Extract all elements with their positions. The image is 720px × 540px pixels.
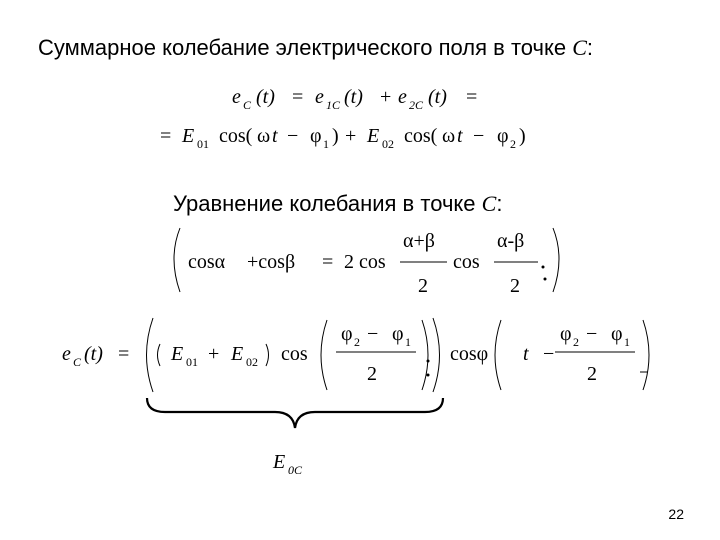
res-t-arg: (t) [84,343,103,365]
res-phase-left-paren [495,320,501,390]
res-outer-left-paren [147,318,154,392]
eq2-t-2: t [457,125,463,147]
res-minus: − [367,323,379,345]
res-phase-right-paren [643,320,649,390]
identity-two: 2 [344,251,354,273]
identity-dot-1 [542,266,545,269]
title-point-label: C [572,35,587,60]
res-sub-2b: 2 [573,335,579,349]
res-sub-c: C [73,355,82,369]
identity-cos-1: cos [359,251,386,273]
eq1-t-arg2: (t) [344,86,363,108]
res-phi1b: φ [611,323,623,345]
eq1-e2: e [398,86,407,108]
identity-plus-cos-beta: +cosβ [247,251,296,273]
eq2-phi-2: φ [497,125,509,147]
eq1-e: e [232,86,241,108]
identity-num-1: α+β [403,230,435,252]
res-phi1: φ [392,323,404,345]
res-sub-1: 1 [405,335,411,349]
res-E1: E [171,343,184,365]
res-sub-02: 02 [246,355,258,369]
eq2-sub-02: 02 [382,137,394,151]
identity-right-paren [553,228,559,292]
res-t: t [523,343,529,365]
res-plus: + [208,343,220,365]
eq2-minus: − [287,125,299,147]
res-dot-2 [427,374,430,377]
res-sub-2: 2 [354,335,360,349]
eq2-equals: = [160,125,172,147]
eq1-equals-2: = [466,86,478,108]
subtitle-point-label: C [481,191,497,216]
eq1-equals: = [292,86,304,108]
res-dot-1 [427,360,430,363]
res-cos: cos [281,343,308,365]
res-den: 2 [367,363,377,385]
result-equation [62,318,649,477]
res-sub-01: 01 [186,355,198,369]
res-outer-right-paren [433,318,440,392]
eq2-E: E [182,125,195,147]
res-equals: = [118,343,130,365]
res-minus-3: − [586,323,598,345]
eq1-t-arg: (t) [256,86,275,108]
eq1-plus: + [380,86,392,108]
res-cos-left-paren [321,320,327,390]
title-text: Суммарное колебание электрического поля в точке [38,35,573,60]
eq2-close-2: ) [519,125,526,147]
amplitude-underbrace [147,398,443,428]
res-E2: E [231,343,244,365]
identity-den-2: 2 [510,275,520,297]
brace-sub-0c: 0C [288,463,303,477]
eq2-phi: φ [310,125,322,147]
eq2-omega-2: ω [442,125,456,147]
res-inner-right-paren [266,344,269,366]
subtitle-text: Уравнение колебания в точке [173,191,482,216]
res-minus-2: − [543,343,555,365]
identity-dot-2 [544,278,547,281]
identity-left-paren [174,228,180,292]
eq2-plus: + [345,125,357,147]
res-inner-left-paren [158,344,161,366]
eq2-E2: E [367,125,380,147]
eq2-omega: ω [257,125,271,147]
eq2-cos-open: cos( [219,125,253,147]
title-colon: : [586,35,594,60]
identity-equals: = [322,251,334,273]
trig-identity [174,228,559,297]
eq1-t-arg3: (t) [428,86,447,108]
res-e: e [62,343,71,365]
equation-sum-line [232,86,477,112]
eq1-sub-c: C [243,98,252,112]
res-phi2b: φ [560,323,572,345]
eq2-minus-2: − [473,125,485,147]
identity-den-1: 2 [418,275,428,297]
eq2-sub-01: 01 [197,137,209,151]
eq1-e1: e [315,86,324,108]
identity-cos-alpha: cosα [188,251,226,273]
identity-cos-2: cos [453,251,480,273]
eq1-sub-2c: 2C [409,98,424,112]
page-number: 22 [668,506,684,522]
res-sub-1b: 1 [624,335,630,349]
subtitle-colon: : [496,191,503,216]
res-cos-phi: cosφ [450,343,489,365]
res-cos-right-paren [422,320,428,390]
identity-num-2: α-β [497,230,525,252]
eq1-sub-1c: 1C [326,98,341,112]
res-phi2: φ [341,323,353,345]
equation-cos-line [160,125,526,151]
eq2-cos-open-2: cos( [404,125,438,147]
eq2-sub-1: 1 [323,137,329,151]
eq2-t: t [272,125,278,147]
res-den-2: 2 [587,363,597,385]
brace-E: E [273,451,286,473]
eq2-sub-2: 2 [510,137,516,151]
eq2-close: ) [332,125,339,147]
